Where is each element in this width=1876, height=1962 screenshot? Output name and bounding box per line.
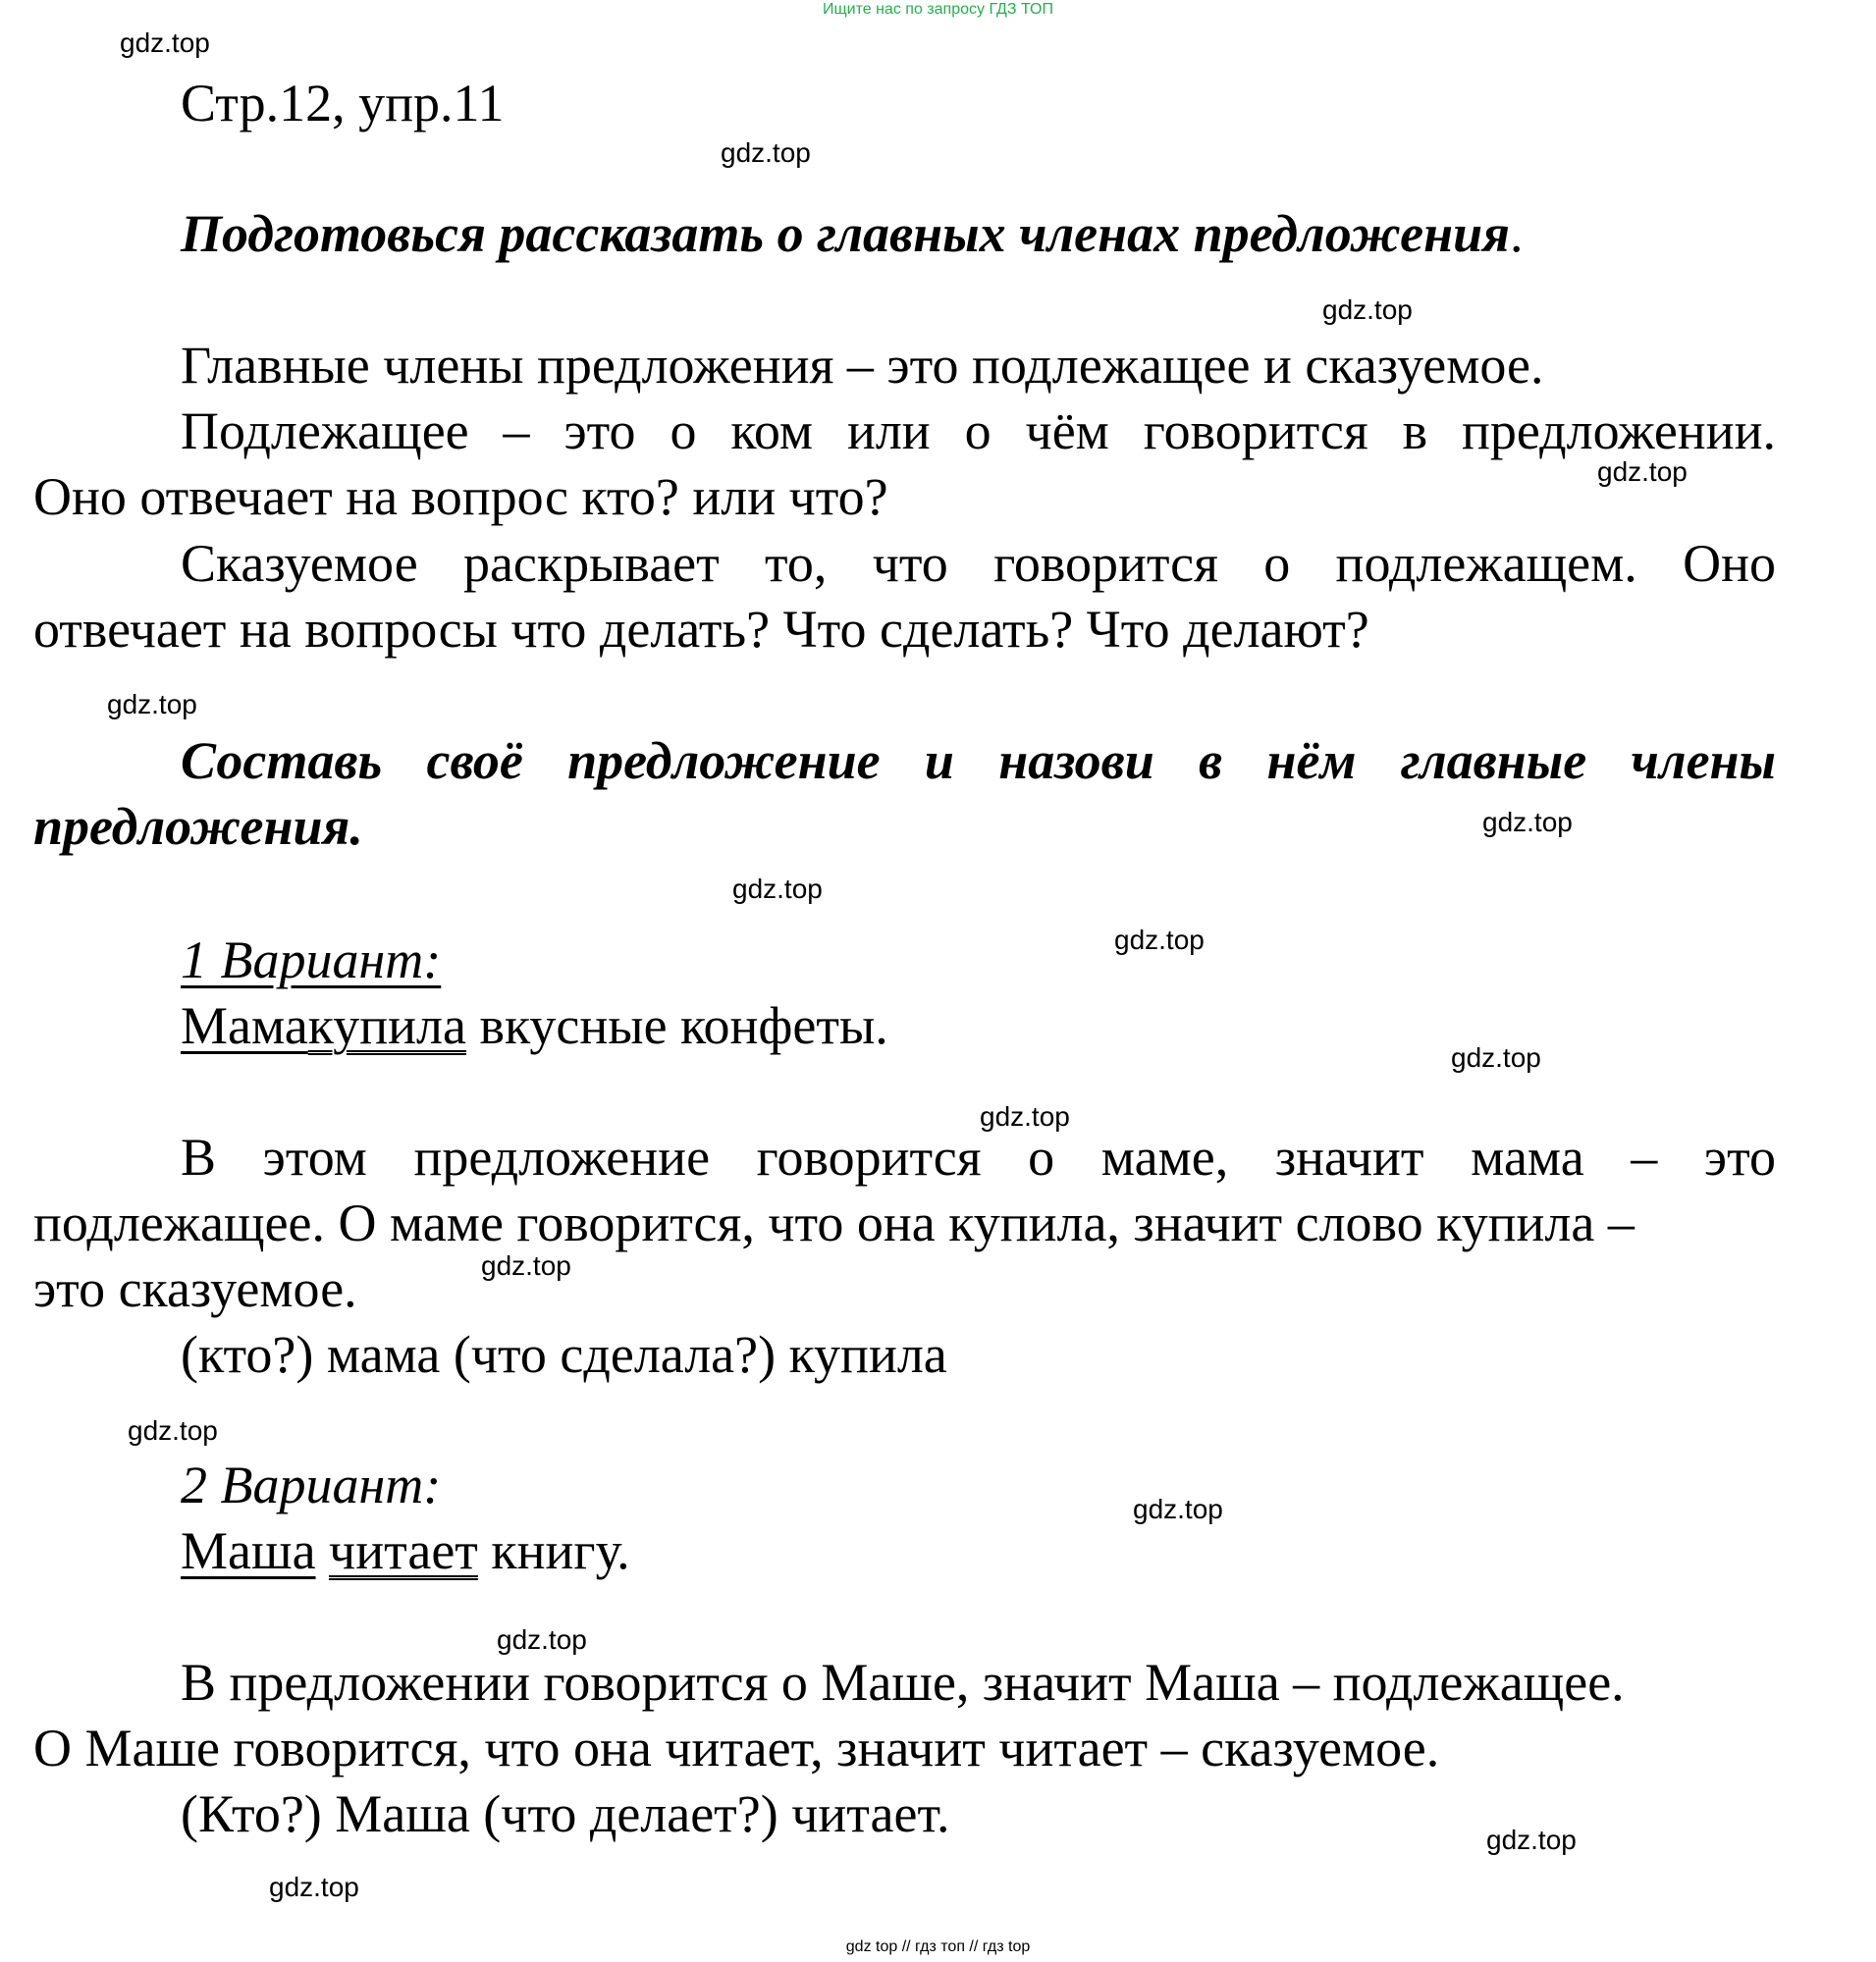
watermark: gdz.top <box>732 874 823 904</box>
paragraph-main-members: Главные члены предложения – это подлежащее и сказуемое. <box>181 336 1544 395</box>
variant-1-explanation-line3: это сказуемое. <box>33 1259 357 1318</box>
variant-2-sentence <box>181 1518 630 1583</box>
variant-2-label: 2 Вариант: <box>181 1456 442 1514</box>
task-prompt-2-line2: предложения. <box>33 797 363 856</box>
top-banner: Ищите нас по запросу ГДЗ ТОП <box>823 1 1053 18</box>
variant-2-subject: Маша <box>181 1521 316 1580</box>
variant-1-sentence <box>181 993 888 1058</box>
variant-1-subject: Мама <box>181 996 308 1055</box>
paragraph-subject-line2: Оно отвечает на вопрос кто? или что? <box>33 467 888 526</box>
paragraph-predicate-line1: Сказуемое раскрывает то, что говорится о подлежащем. Оно <box>181 534 1776 593</box>
task-prompt-1 <box>181 201 1523 266</box>
variant-2-rest: книгу. <box>477 1521 630 1580</box>
task-prompt-1-end: . <box>1509 204 1524 263</box>
footer: gdz top // гдз топ // гдз top <box>845 1938 1031 1955</box>
watermark: gdz.top <box>1597 456 1688 487</box>
watermark: gdz.top <box>1133 1494 1223 1524</box>
watermark: gdz.top <box>1322 294 1413 325</box>
watermark: gdz.top <box>1451 1042 1541 1073</box>
variant-1-predicate: купила <box>307 996 466 1055</box>
task-prompt-1-text: Подготовься рассказать о главных членах предложения <box>181 204 1510 263</box>
variant-2-explanation-line2: О Маше говорится, что она читает, значит читает – сказуемое. <box>33 1719 1440 1777</box>
watermark: gdz.top <box>1114 925 1205 955</box>
watermark: gdz.top <box>497 1624 587 1655</box>
task-prompt-2-line1: Составь своё предложение и назови в нём главные члены <box>181 731 1776 790</box>
watermark: gdz.top <box>1486 1825 1577 1855</box>
variant-1-rest: вкусные конфеты. <box>465 996 888 1055</box>
watermark: gdz.top <box>269 1872 359 1902</box>
variant-1-explanation-line2: подлежащее. О маме говорится, что она купила, значит слово купила – <box>33 1193 1635 1252</box>
watermark: gdz.top <box>1482 807 1573 837</box>
variant-1-explanation-line1: В этом предложение говорится о маме, значит мама – это <box>181 1128 1776 1187</box>
watermark: gdz.top <box>128 1415 218 1446</box>
watermark: gdz.top <box>980 1101 1070 1132</box>
watermark: gdz.top <box>107 689 197 719</box>
paragraph-predicate-line2: отвечает на вопросы что делать? Что сделать? Что делают? <box>33 600 1369 659</box>
watermark: gdz.top <box>481 1250 571 1281</box>
variant-1-label: 1 Вариант: <box>181 930 442 989</box>
watermark: gdz.top <box>120 27 210 58</box>
variant-2-predicate: читает <box>329 1521 478 1580</box>
variant-1-questions: (кто?) мама (что сделала?) купила <box>181 1325 947 1384</box>
variant-2-questions: (Кто?) Маша (что делает?) читает. <box>181 1784 950 1843</box>
variant-2-explanation-line1: В предложении говорится о Маше, значит Маша – подлежащее. <box>181 1653 1625 1712</box>
paragraph-subject-line1: Подлежащее – это о ком или о чём говорится в предложении. <box>181 401 1776 460</box>
page-title: Стр.12, упр.11 <box>181 74 505 133</box>
watermark: gdz.top <box>721 137 811 168</box>
